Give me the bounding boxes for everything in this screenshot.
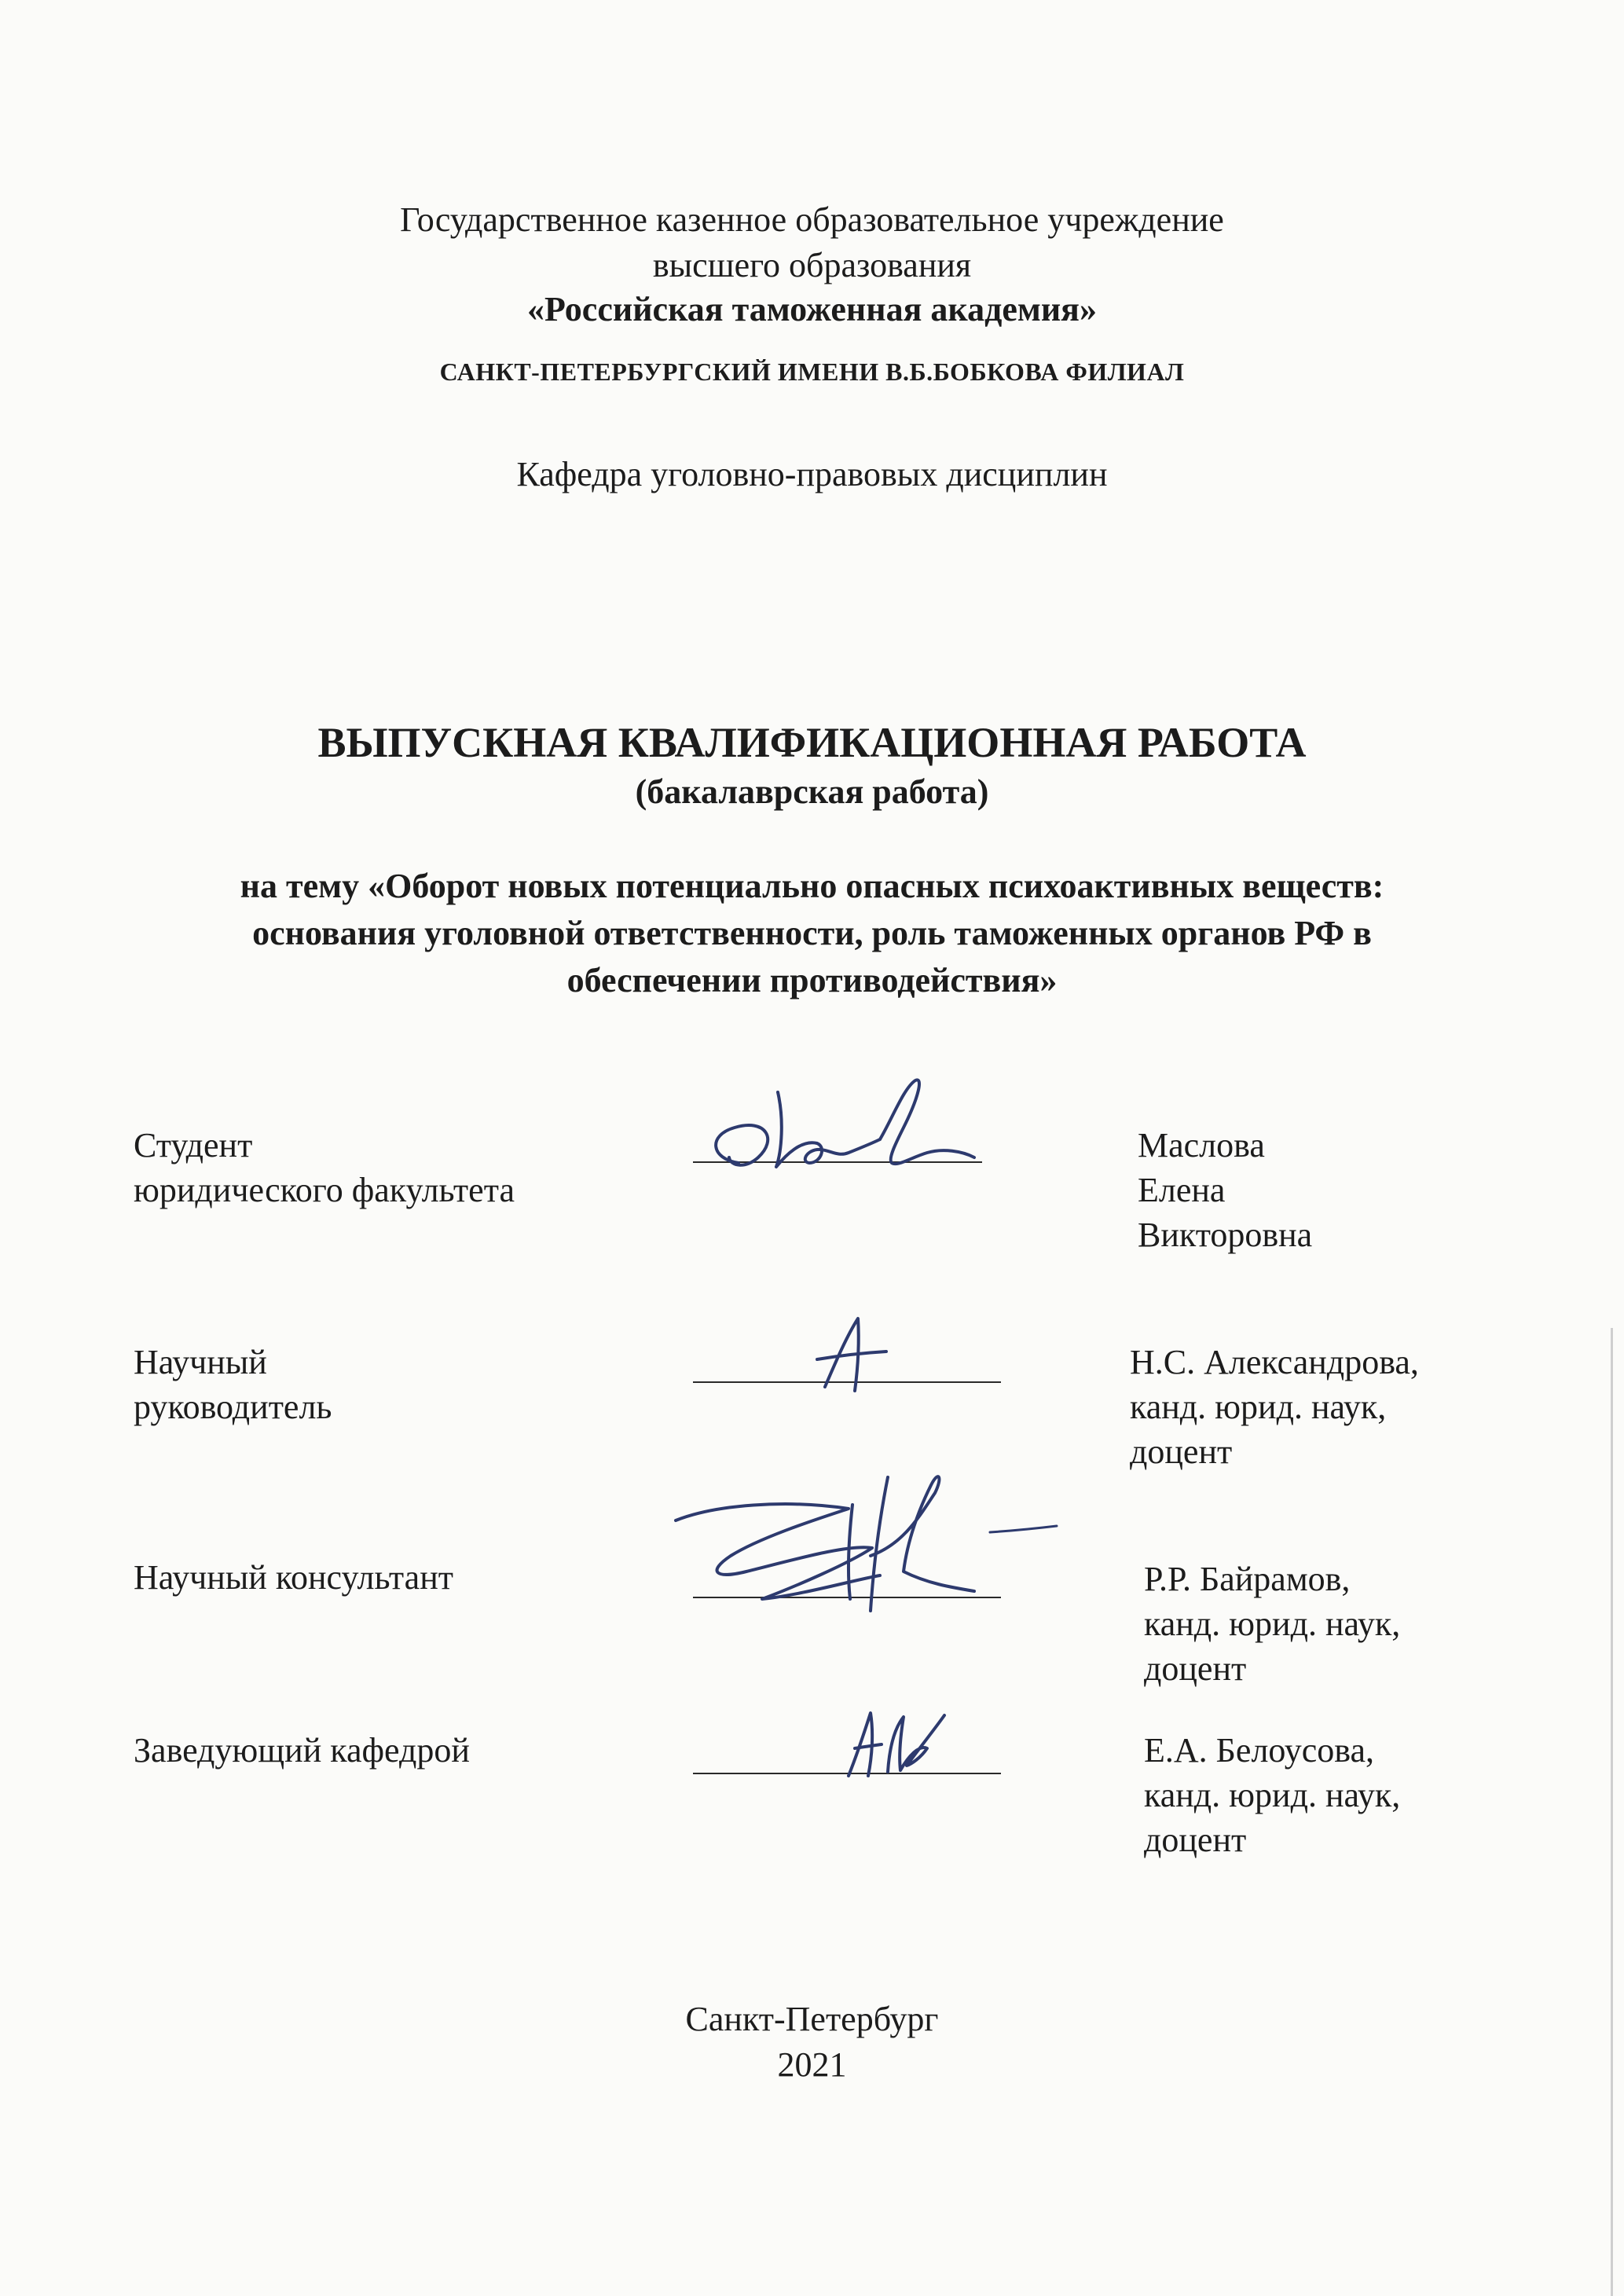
topic-line-1: на тему «Оборот новых потенциально опасных психоактивных веществ: [240,867,1384,905]
supervisor-role-line-1: Научный [134,1343,267,1381]
department-name: Кафедра уголовно-правовых дисциплин [516,455,1108,493]
consultant-name-line-3: доцент [1144,1649,1247,1688]
head-role: Заведующий кафедрой [134,1731,470,1770]
scan-edge [1611,1328,1613,2296]
head-signature [833,1701,951,1788]
topic-line-2: основания уголовной ответственности, роль таможенных органов РФ в [252,914,1372,952]
head-name-line-3: доцент [1144,1821,1247,1859]
supervisor-name-line-3: доцент [1130,1432,1233,1471]
consultant-name-line-1: Р.Р. Байрамов, [1144,1560,1351,1598]
consultant-signature [668,1462,1061,1619]
thesis-subtitle: (бакалаврская работа) [635,772,989,811]
institution-line-1: Государственное казенное образовательное учреждение [400,200,1224,239]
supervisor-name-line-1: Н.С. Александрова, [1130,1343,1419,1381]
thesis-title: ВЫПУСКНАЯ КВАЛИФИКАЦИОННАЯ РАБОТА [317,719,1307,766]
topic-line-3: обеспечении противодействия» [566,961,1058,999]
student-name-line-1: Маслова [1138,1126,1265,1165]
head-name-line-2: канд. юрид. наук, [1144,1776,1401,1814]
head-name-line-1: Е.А. Белоусова, [1144,1731,1374,1770]
student-role-line-1: Студент [134,1126,253,1165]
supervisor-name-line-2: канд. юрид. наук, [1130,1388,1387,1426]
institution-line-2: высшего образования [652,246,972,284]
student-name-line-2: Елена [1138,1171,1226,1209]
supervisor-signature [786,1312,896,1399]
supervisor-role-line-2: руководитель [134,1388,332,1426]
consultant-name-line-2: канд. юрид. наук, [1144,1605,1401,1643]
student-name-line-3: Викторовна [1138,1216,1313,1254]
branch-name: САНКТ-ПЕТЕРБУРГСКИЙ ИМЕНИ В.Б.БОБКОВА ФИЛИАЛ [439,358,1185,386]
student-role-line-2: юридического факультета [134,1171,515,1209]
city: Санкт-Петербург [685,2000,939,2038]
year: 2021 [777,2045,847,2084]
student-signature [691,1065,974,1198]
academy-name: «Российская таможенная академия» [527,290,1097,328]
consultant-role: Научный консультант [134,1558,453,1597]
